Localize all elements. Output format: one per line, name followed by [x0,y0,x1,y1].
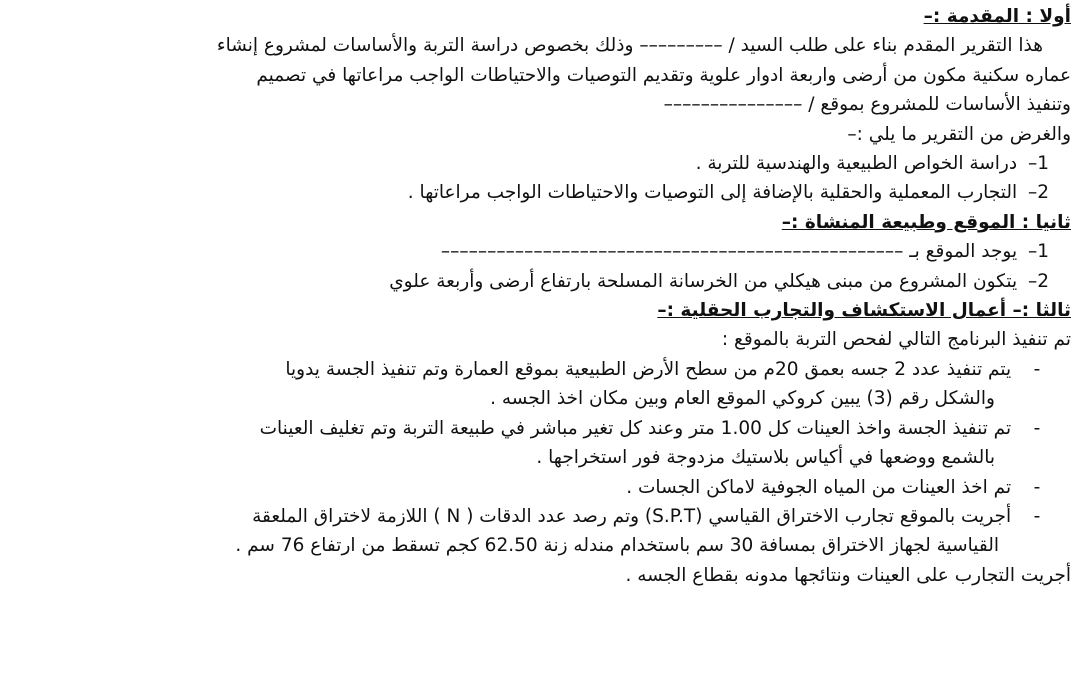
numbered-item [10,237,1071,266]
item-text: يتكون المشروع من مبنى هيكلي من الخرسانة المسلحة بارتفاع أرضى وأربعة علوي [389,270,1018,292]
section-2-heading: ثانيا : الموقع وطبيعة المنشاة :– [781,211,1071,233]
numbered-item [10,149,1071,178]
bullet-item [10,414,1071,443]
bullet-item [10,502,1071,531]
bullet-item [10,473,1071,502]
bullet-text: تم تنفيذ الجسة واخذ العينات كل 1.00 متر وعند كل تغير مباشر في طبيعة التربة وتم تغليف العينات [259,417,1012,439]
bullet-text: أجريت بالموقع تجارب الاختراق القياسي (S.P.T) وتم رصد عدد الدقات ( N ) اللازمة لاختراق الملعقة [252,505,1012,527]
bullet-text: يتم تنفيذ عدد 2 جسه بعمق 20م من سطح الأرض الطبيعية بموقع العمارة وتم تنفيذ الجسة يدويا [285,358,1012,380]
closing-line: أجريت التجارب على العينات ونتائجها مدونه بقطاع الجسه . [625,564,1071,586]
bullet-continuation: القياسية لجهاز الاختراق بمسافة 30 سم باستخدام مندله زنة 62.50 كجم تسقط من ارتفاع 76 سم . [235,535,999,557]
item-text: يوجد الموقع بـ –––––––––––––––––––––––––––––––––––––––––––––––––– [440,241,1018,263]
section-1-heading: أولا : المقدمة :– [923,6,1071,27]
intro-paragraph-line-1: هذا التقرير المقدم بناء على طلب السيد / ––––––––– وذلك بخصوص دراسة التربة والأساسات لمشروع إنشاء [216,35,1043,57]
numbered-item [10,178,1071,207]
bullet-dash: - [1033,358,1041,380]
bullet-text: تم اخذ العينات من المياه الجوفية لاماكن الجسات . [626,476,1012,498]
bullet-dash: - [1033,417,1041,439]
purpose-line: والغرض من التقرير ما يلي :– [847,123,1071,145]
item-text: دراسة الخواص الطبيعية والهندسية للتربة . [695,153,1018,175]
item-text: التجارب المعملية والحقلية بالإضافة إلى التوصيات والاحتياطات الواجب مراعاتها . [407,182,1018,204]
intro-paragraph-line-3: وتنفيذ الأساسات للمشروع بموقع / ––––––––––––––– [663,94,1071,116]
bullet-dash: - [1033,505,1041,527]
item-number: 2– [1027,182,1049,204]
numbered-item [10,267,1071,296]
bullet-dash: - [1033,476,1041,498]
section-3-heading: ثالثا :– أعمال الاستكشاف والتجارب الحقلية :– [657,300,1071,322]
item-number: 2– [1027,270,1049,292]
bullet-continuation: والشكل رقم (3) يبين كروكي الموقع العام وبين مكان اخذ الجسه . [490,388,995,410]
bullet-continuation: بالشمع ووضعها في أكياس بلاستيك مزدوجة فور استخراجها . [536,447,995,469]
bullet-item [10,355,1071,384]
intro-paragraph-line-2: عماره سكنية مكون من أرضى واربعة ادوار علوية وتقديم التوصيات والاحتياطات الواجب مراعاتها في تصميم [256,64,1071,86]
program-intro-line: تم تنفيذ البرنامج التالي لفحص التربة بالموقع : [721,329,1071,351]
item-number: 1– [1027,241,1049,263]
item-number: 1– [1027,153,1049,175]
